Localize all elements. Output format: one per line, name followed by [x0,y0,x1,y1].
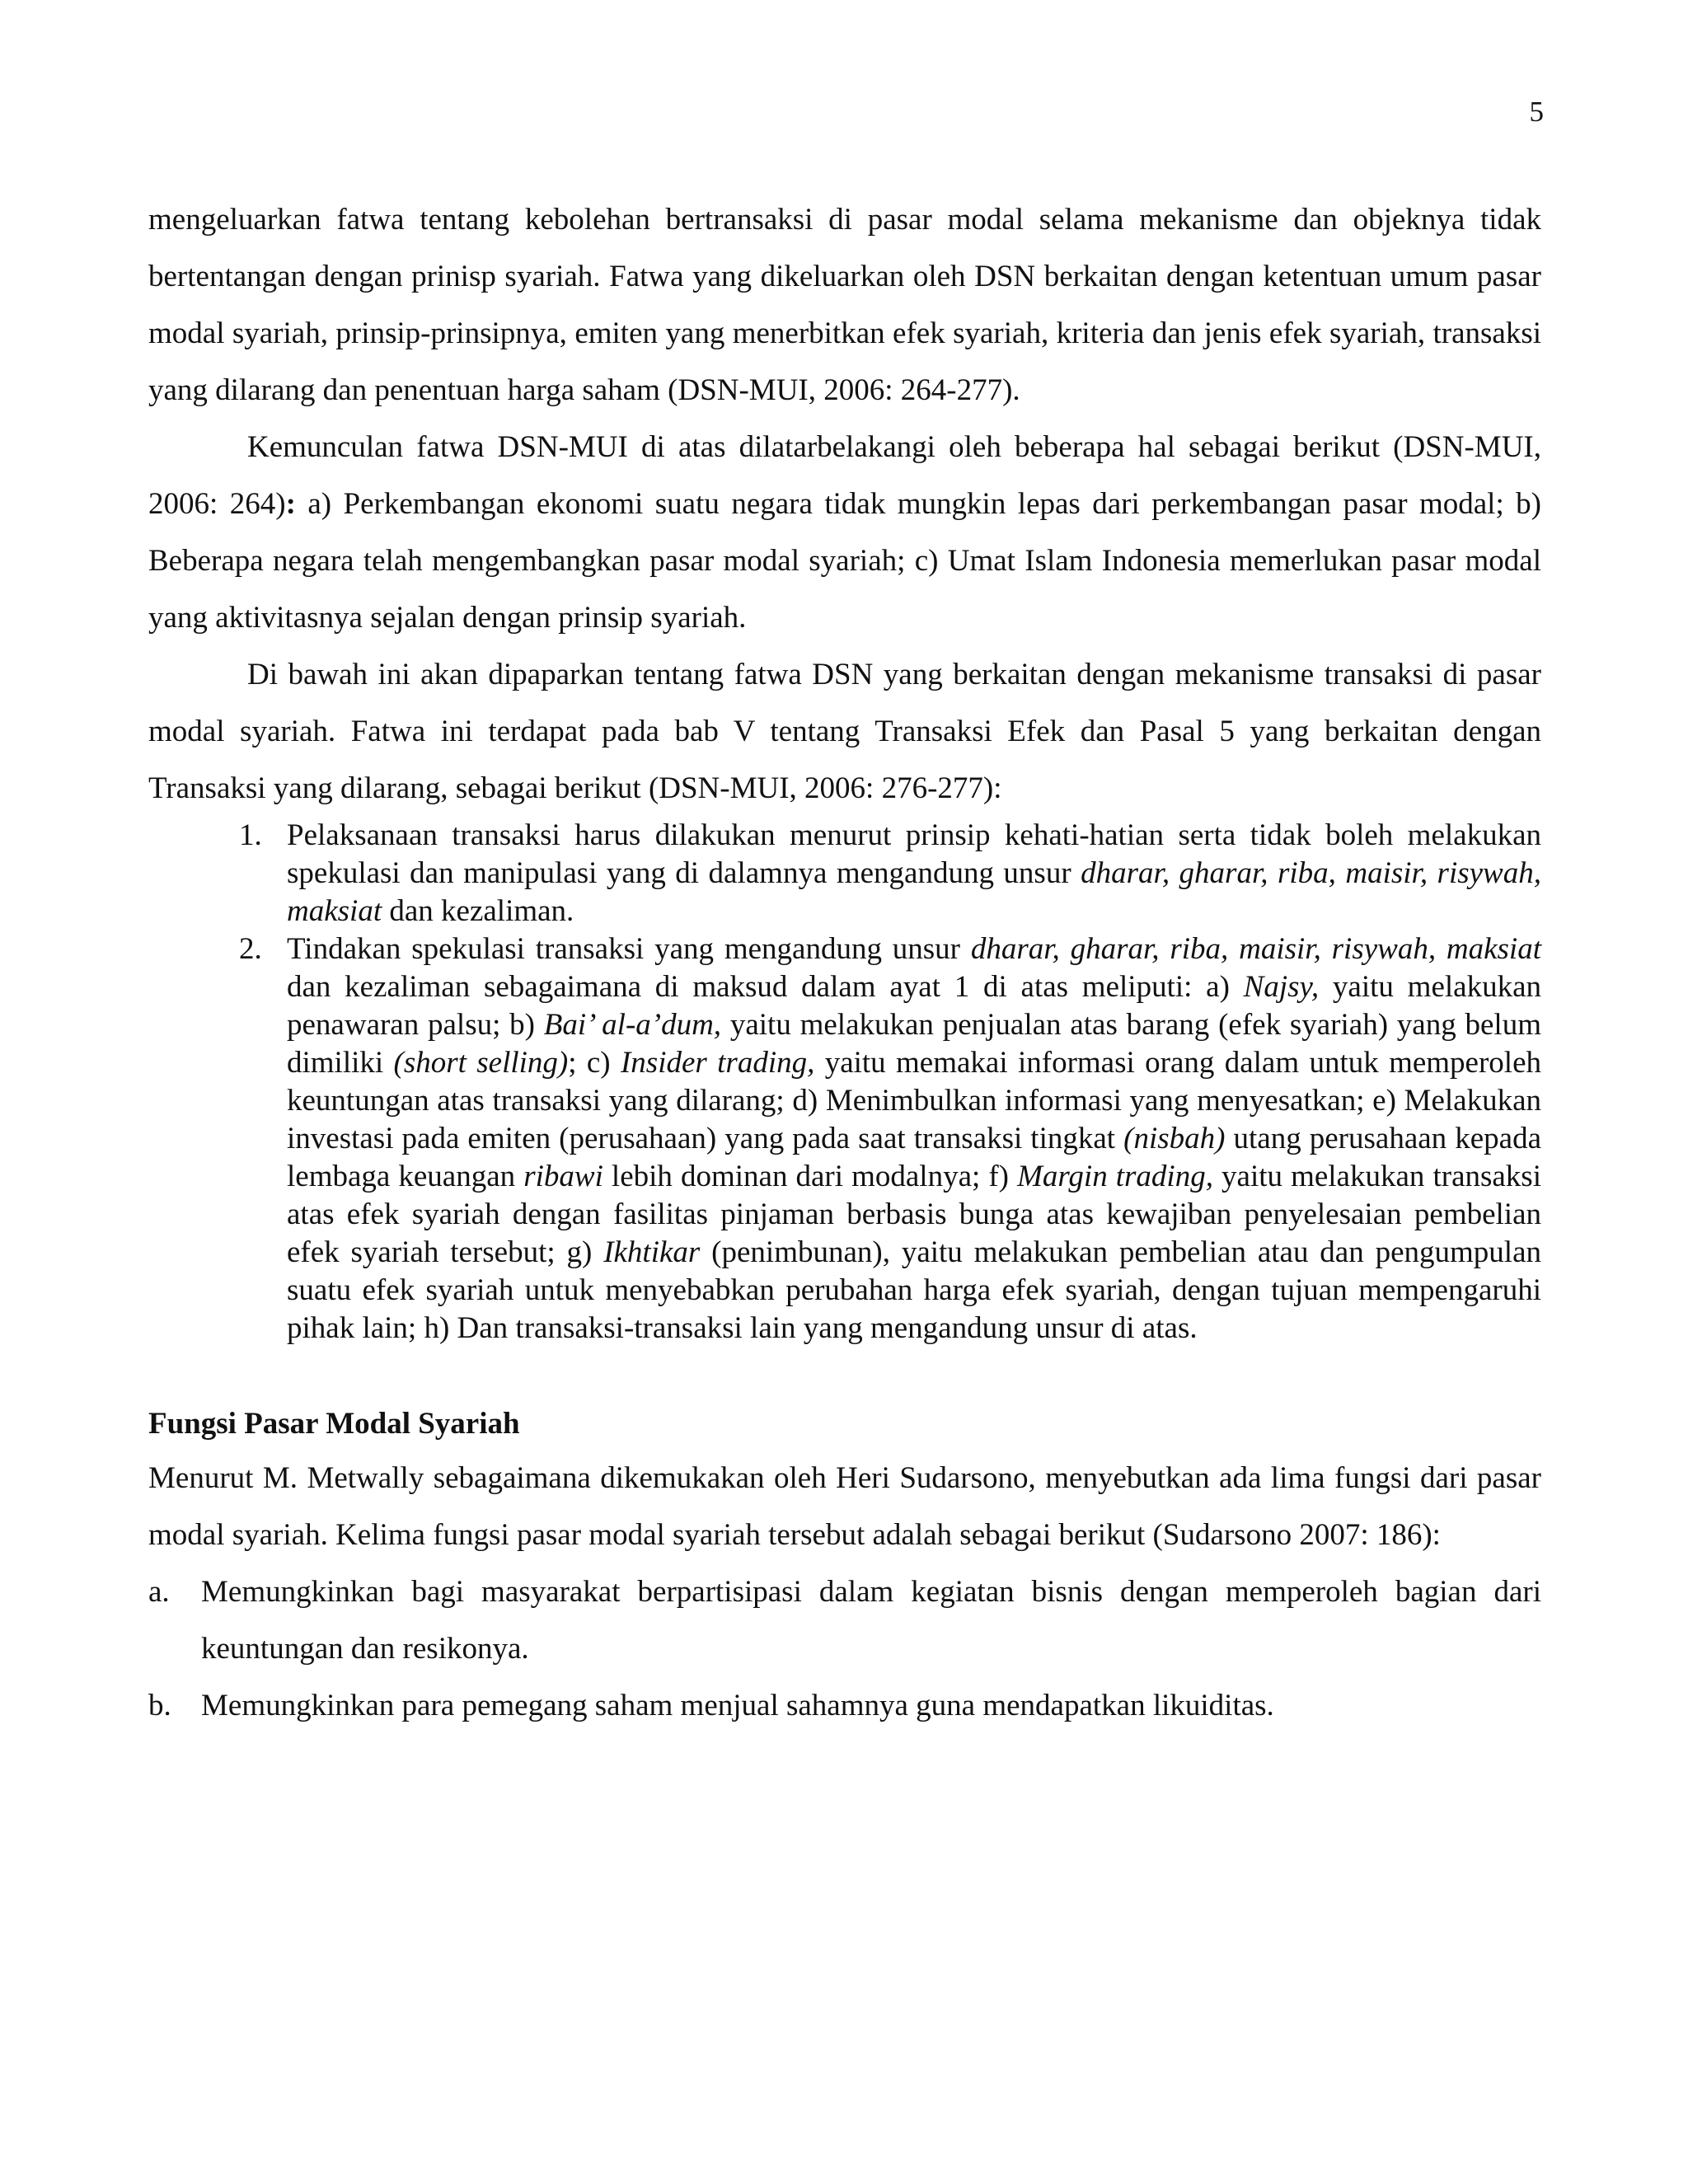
background-points: a) Perkembangan ekonomi suatu negara tidak mungkin lepas dari perkembangan pasar modal; b) Beberapa negara telah mengembangkan pasar modal syariah; c) Umat Islam Indonesia memerlukan pasar modal yang aktivitasnya sejalan dengan prinsip syariah. [148,487,1542,635]
paragraph-functions-intro: Menurut M. Metwally sebagaimana dikemukakan oleh Heri Sudarsono, menyebutkan ada lima fungsi dari pasar modal syariah. Kelima fungsi pasar modal syariah tersebut adalah sebagai berikut (Sudarsono 2007: 186): [148,1461,1541,1552]
functions-list [148,1563,1541,1734]
paragraph-fatwa-background [148,419,1541,646]
list-item: b. Memungkinkan para pemegang saham menjual sahamnya guna mendapatkan likuiditas. [148,1677,1541,1734]
list-item: 2. Tindakan spekulasi transaksi yang mengandung unsur dharar, gharar, riba, maisir, risywah, maksiat dan kezaliman sebagaimana di maksud dalam ayat 1 di atas meliputi: a) Najsy, yaitu melakukan penawaran palsu; b) Bai’ al-a’dum, yaitu melakukan penjualan atas barang (efek syariah) yang belum dimiliki (short selling); c) Insider trading, yaitu memakai informasi orang dalam untuk memperoleh keuntungan atas transaksi yang dilarang; d) Menimbulkan informasi yang menyesatkan; e) Melakukan investasi pada emiten (perusahaan) yang pada saat transaksi tingkat (nisbah) utang perusahaan kepada lembaga keuangan ribawi lebih dominan dari modalnya; f) Margin trading, yaitu melakukan transaksi atas efek syariah dengan fasilitas pinjaman berbasis bunga atas kewajiban penyelesaian pembelian efek syariah tersebut; g) Ikhtikar (penimbunan), yaitu melakukan pembelian atau dan pengumpulan suatu efek syariah untuk menyebabkan perubahan harga efek syariah, dengan tujuan mempengaruhi pihak lain; h) Dan transaksi-transaksi lain yang mengandung unsur di atas. [239,932,1542,1345]
paragraph-fatwa-transactions: Di bawah ini akan dipaparkan tentang fatwa DSN yang berkaitan dengan mekanisme transaksi di pasar modal syariah. Fatwa ini terdapat pada bab V tentang Transaksi Efek dan Pasal 5 yang berkaitan dengan Transaksi yang dilarang, sebagai berikut (DSN-MUI, 2006: 276-277): [148,658,1541,805]
page-number: 5 [1529,96,1544,128]
list-marker: b. [148,1689,171,1722]
background-colon: : [285,487,296,521]
paragraph-fatwa-scope: mengeluarkan fatwa tentang kebolehan bertransaksi di pasar modal selama mekanisme dan objeknya tidak bertentangan dengan prinisp syariah. Fatwa yang dikeluarkan oleh DSN berkaitan dengan ketentuan umum pasar modal syariah, prinsip-prinsipnya, emiten yang menerbitkan efek syariah, kriteria dan jenis efek syariah, transaksi yang dilarang dan penentuan harga saham (DSN-MUI, 2006: 264-277). [148,203,1541,407]
prohibited-transactions-list [239,817,1541,1347]
section-heading: Fungsi Pasar Modal Syariah [148,1407,520,1441]
list-item: 1. Pelaksanaan transaksi harus dilakukan menurut prinsip kehati-hatian serta tidak boleh melakukan spekulasi dan manipulasi yang di dalamnya mengandung unsur dharar, gharar, riba, maisir, risywah, maksiat dan kezaliman. [239,818,1541,928]
background-intro: Kemunculan fatwa DSN-MUI di atas dilatarbelakangi oleh beberapa hal sebagai berikut (DSN-MUI, 2006: 264) [148,430,1541,521]
list-marker: a. [148,1575,170,1609]
list-marker: 2. [239,932,262,966]
list-marker: 1. [239,818,262,852]
list-item: a. Memungkinkan bagi masyarakat berpartisipasi dalam kegiatan bisnis dengan memperoleh bagian dari keuntungan dan resikonya. [148,1563,1541,1677]
document-body [148,191,1541,1734]
